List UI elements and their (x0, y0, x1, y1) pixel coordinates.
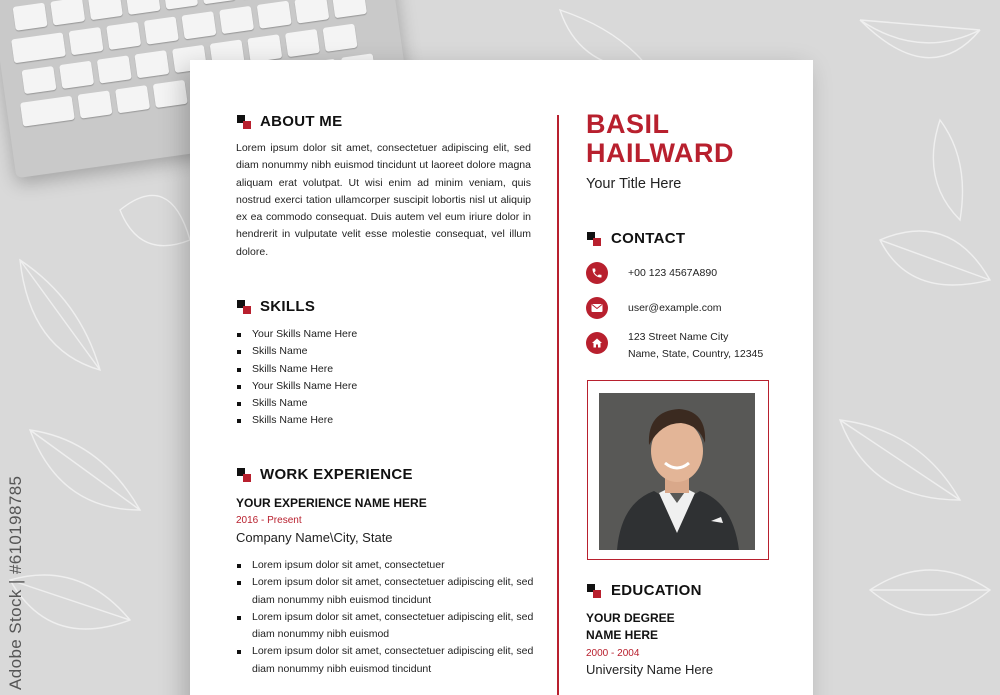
work-position: YOUR EXPERIENCE NAME HERE (236, 496, 427, 510)
degree-line1: YOUR DEGREE (586, 611, 675, 625)
work-title: WORK EXPERIENCE (260, 466, 413, 483)
resume-page (190, 60, 813, 695)
work-bullet: Lorem ipsum dolor sit amet, consectetuer adipiscing elit, sed diam nonummy nibh euismod tincidunt (236, 643, 536, 678)
about-title: ABOUT ME (260, 113, 343, 130)
skills-title: SKILLS (260, 298, 316, 315)
work-dates: 2016 - Present (236, 515, 302, 526)
phone-text: +00 123 4567A890 (628, 267, 718, 279)
skill-item: Your Skills Name Here (236, 326, 357, 343)
candidate-name (586, 110, 734, 168)
skill-item: Skills Name (236, 343, 357, 360)
school-name: University Name Here (586, 662, 714, 677)
first-name: BASIL (586, 109, 670, 139)
section-marker-icon (587, 232, 601, 246)
contact-title: CONTACT (611, 230, 686, 247)
skills-list (236, 326, 357, 430)
degree-line2: NAME HERE (586, 628, 659, 642)
work-bullet: Lorem ipsum dolor sit amet, consectetuer adipiscing elit, sed diam nonummy nibh euismod tincidunt (236, 574, 536, 609)
email-text: user@example.com (628, 302, 722, 314)
about-text: Lorem ipsum dolor sit amet, consectetuer adipiscing elit, sed diam nonummy nibh euismod tincidunt ut laoreet dolore magna aliquam erat volutpat. Ut wisi enim ad minim veniam, quis nostrud exerci tation ullamcorper suscipit lobortis nisl ut aliquip ex ea commodo consequat. Duis autem vel eum iriure dolor in hendrerit in vulputate velit esse molestie consequat, vel illum dolore. (236, 142, 531, 258)
education-dates: 2000 - 2004 (586, 648, 640, 659)
section-marker-icon (237, 300, 251, 314)
skill-item: Your Skills Name Here (236, 378, 357, 395)
education-title: EDUCATION (611, 582, 702, 599)
column-divider (557, 115, 559, 695)
address-line1: 123 Street Name City (628, 331, 729, 343)
last-name: HAILWARD (586, 138, 734, 168)
home-icon (586, 332, 608, 354)
address-line2: Name, State, Country, 12345 (628, 348, 764, 360)
profile-photo-frame (587, 380, 769, 560)
skill-item: Skills Name Here (236, 412, 357, 429)
job-title: Your Title Here (586, 176, 682, 192)
section-marker-icon (237, 468, 251, 482)
email-icon (586, 297, 608, 319)
section-marker-icon (237, 115, 251, 129)
work-bullet: Lorem ipsum dolor sit amet, consectetuer adipiscing elit, sed diam nonummy nibh euismod (236, 609, 536, 644)
stock-watermark: Adobe Stock | #610198785 (6, 475, 25, 690)
skill-item: Skills Name Here (236, 361, 357, 378)
work-company: Company Name\City, State (236, 530, 393, 545)
phone-icon (586, 262, 608, 284)
work-bullet: Lorem ipsum dolor sit amet, consectetuer (236, 557, 536, 574)
work-bullets (236, 557, 536, 678)
profile-photo (599, 393, 755, 550)
skill-item: Skills Name (236, 395, 357, 412)
section-marker-icon (587, 584, 601, 598)
